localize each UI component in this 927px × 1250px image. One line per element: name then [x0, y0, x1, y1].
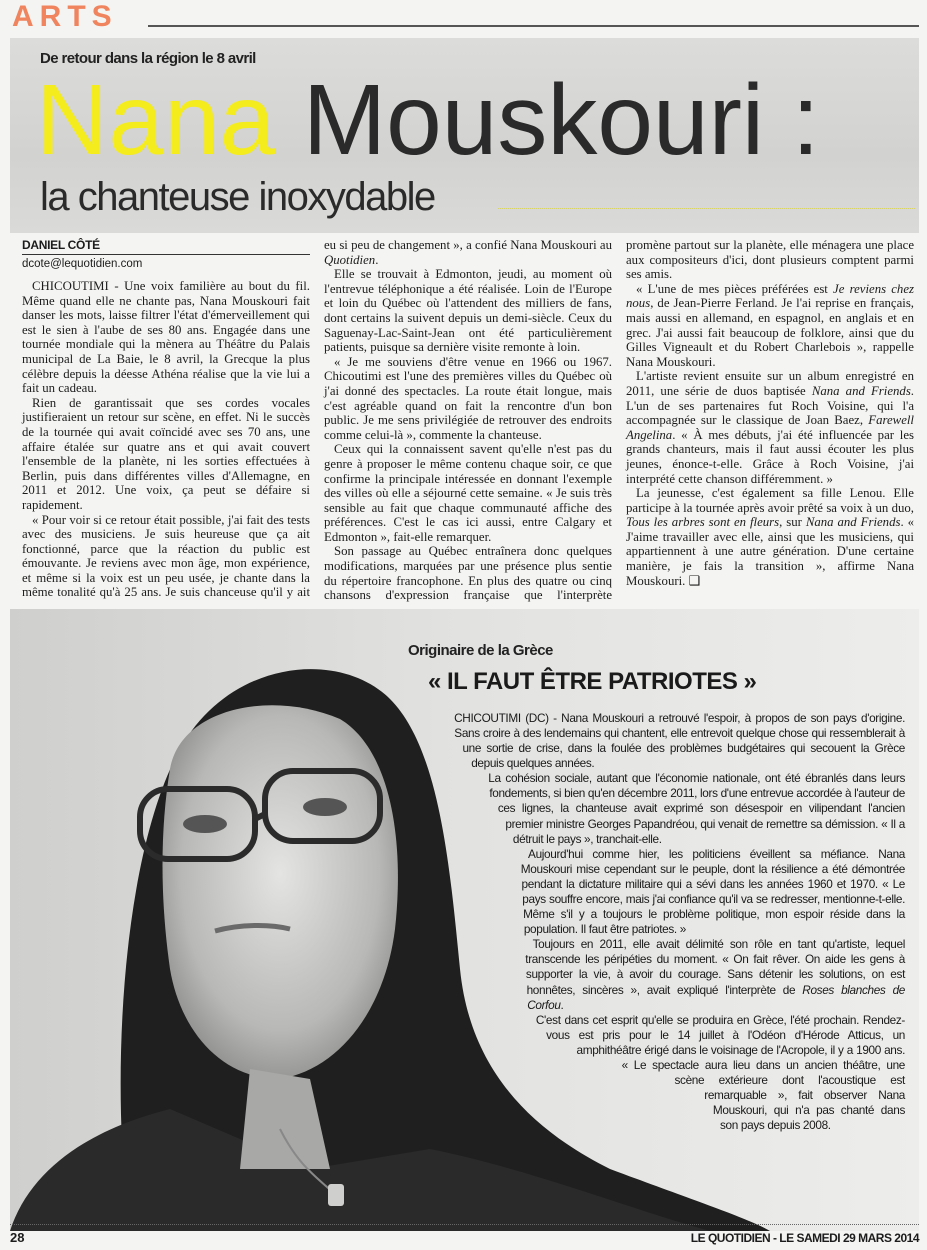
subtitle-rule: [498, 208, 915, 209]
text-segment: L'artiste revient ensuite sur un album enregistré en 2011, une série de duos baptisée: [626, 369, 914, 398]
text-segment: Elle se trouvait à Edmonton, jeudi, au moment où l'entrevue téléphonique a été réalisée. Loin de l'Europe et loin du Québec où l'attendent des milliers de fans, dont certains la suivent depuis un demi-siècle. Ceux du Saguenay-Lac-Saint-Jean ont été particulièrement patients, puisque sa dernière visite remonte à loin.: [324, 267, 612, 355]
text-segment: C'est dans cet esprit qu'elle se produira en Grèce, l'été prochain. Rendez-vous est pris pour le 14 juillet à l'Odéon d'Hérode Atticus, un amphithéâtre érigé dans le voisinage de l'Acropole, il y a 1900 ans. « Le spectacle aura lieu dans un ancien théâtre, une scène extérieure dont l'acoustique est remarquable », fait observer Nana Mouskouri, qui n'a pas chanté dans son pays depuis 2008.: [535, 1012, 905, 1133]
article-body: [22, 238, 914, 603]
text-segment: La jeunesse, c'est également sa fille Lenou. Elle participe à la tournée après avoir prêté sa voix à un duo,: [626, 486, 914, 515]
paragraph: [626, 486, 914, 588]
italic-title: Nana and Friends: [805, 515, 901, 530]
sidebar-article: [420, 711, 905, 1134]
section-label: ARTS: [12, 0, 118, 33]
paragraph: [324, 267, 612, 355]
page-body: [0, 238, 927, 1231]
publication-date: LE QUOTIDIEN - LE SAMEDI 29 MARS 2014: [690, 1231, 919, 1245]
text-segment: .: [560, 997, 564, 1012]
headline-kicker: De retour dans la région le 8 avril: [40, 50, 256, 67]
italic-title: Quotidien: [324, 252, 376, 267]
text-segment: , sur: [779, 515, 806, 530]
paragraph: [22, 396, 310, 513]
text-segment: La cohésion sociale, autant que l'économie nationale, ont été ébranlés dans leurs fondements, si bien qu'en décembre 2011, lors d'une entrevue accordée à l'auteur de ces lignes, la chanteuse avait exprimé son désespoir en vilipendant l'ancien premier ministre Georges Papandréou, qui venait de remettre sa démission. « Il a détruit le pays », tranchait-elle.: [488, 771, 905, 846]
paragraph: [22, 279, 310, 396]
text-segment: « Je me souviens d'être venue en 1966 ou 1967. Chicoutimi est l'une des premières villes du Québec où j'ai donné des spectacles. La route était longue, mais c'est agréable quand on fait la rencontre d'un bon public. Je me sens privilégiée de retrouver des endroits comme celui-là », commente la chanteuse.: [324, 354, 612, 442]
italic-title: Roses blanches de Corfou: [527, 982, 905, 1012]
italic-title: Tous les arbres sont en fleurs: [626, 515, 780, 530]
text-segment: Ceux qui la connaissent savent qu'elle n'est pas du genre à proposer le même contenu chaque soir, ce que confirme la principale intéressée en donnant l'exemple des villes où elle a séjourné cette semaine. « Je suis très sensible au fait que chaque communauté affiche des préférences. C'est le cas ici aussi, entre Calgary et Edmonton », fait-elle remarquer.: [324, 442, 612, 544]
text-segment: .: [375, 252, 379, 267]
text-segment: CHICOUTIMI (DC) - Nana Mouskouri a retrouvé l'espoir, à propos de son pays d'origine. Sans croire à des lendemains qui chantent, elle entrevoit quelque chose qui ressemblerait à une sortie de crise, dans la foulée des problèmes budgétaires qui secouent la Grèce depuis quelques années.: [454, 710, 905, 771]
text-segment: CHICOUTIMI - Une voix familière au bout du fil. Même quand elle ne chante pas, Nana Mouskouri fait danser les mots, laisse filtrer l'état d'émerveillement qui est le sien à l'aube de ses 80 ans. Engagée dans une tournée mondiale qui la mènera au Théâtre du Palais municipal de La Baie, le 8 avril, la Grecque la plus célèbre depuis la déesse Athéna réalise que la vie lui a fait un cadeau.: [22, 279, 310, 396]
paragraph: [626, 282, 914, 370]
italic-title: Nana and Friends: [811, 383, 911, 398]
photo-section: [10, 609, 919, 1231]
paragraph: [324, 442, 612, 544]
headline-title-rest: Mouskouri :: [275, 64, 820, 176]
sidebar-title: « IL FAUT ÊTRE PATRIOTES »: [428, 667, 757, 695]
headline-subtitle: la chanteuse inoxydable: [40, 175, 435, 219]
paragraph: [626, 369, 914, 486]
byline-author: DANIEL CÔTÉ: [22, 238, 310, 255]
text-segment: Rien de garantissait que ses cordes vocales justifieraient un retour sur scène, en effet. Ni le succès de la tournée qui avait coïncidé avec ses 70 ans, une affaire étalée sur quatre ans et qui avait couvert l'ensemble de la planète, ni les sorties effectuées à Berlin, puis dans différentes villes d'Allemagne, en 2011 et 2012. Une voix, ça peut se défaire si rapidement.: [22, 395, 310, 512]
footer-rule: [10, 1224, 919, 1225]
byline-email[interactable]: dcote@lequotidien.com: [22, 258, 143, 270]
paragraph: [324, 355, 612, 443]
page-number: 28: [10, 1230, 25, 1245]
text-segment: Toujours en 2011, elle avait délimité son rôle en tant qu'artiste, lequel transcende les péripéties du moment. « On fait rêver. On aide les gens à supporter la vie, à avoir du courage. Sans détenir les solutions, on est honnêtes, sincères », avait expliqué l'interprète de: [525, 937, 905, 997]
text-segment: . L'un de ses partenaires fut Roch Voisine, qui l'a accompagnée sur le classique de Joan Baez,: [626, 383, 914, 428]
text-segment: . « J'aime travailler avec elle, ainsi que les musiciens, qui appartiennent à une autre génération. D'une certaine manière, je fais la transition », affirme Nana Mouskouri. ❑: [626, 515, 914, 588]
text-segment: « Pour voir si ce retour était possible, j'ai fait des tests avec des musiciens. Je suis heureuse que ça ait fonctionné, parce que la réaction du public est émouvante. Je reviens avec mon âge, mon expérience, et même si la voix est un peu usée, je chante dans la même tonalité qu'à 25 ans. Je suis chanceuse qu'il y ait eu si peu de changement », a confié Nana Mouskouri au: [22, 238, 612, 600]
main-article: [22, 238, 914, 603]
sidebar-kicker: Originaire de la Grèce: [408, 641, 553, 659]
text-segment: Aujourd'hui comme hier, les politiciens éveillent sa méfiance. Nana Mouskouri mise cependant sur le peuple, dont la résilience a été démontrée pendant la dictature militaire qui a sévi dans les années 1960 et 1970. « Le pays souffre encore, mais j'ai confiance qu'il va se redresser, mentionne-t-elle. Même s'il y a toujours le problème politique, mon espoir réside dans la population. Il faut être patriotes. »: [520, 846, 905, 937]
text-segment: . « À mes débuts, j'ai été influencée par les grands chanteurs, mais il faut aussi écouter les plus jeunes, énonce-t-elle. Grâce à Roch Voisine, j'ai interprété cette chanson différemment. »: [626, 427, 914, 486]
text-segment: , de Jean-Pierre Ferland. Je l'ai reprise en français, mais aussi en allemand, en espagnol, en anglais et en grec. J'ai aussi fait beaucoup de folklore, ainsi que du Gilles Vigneault et du Robert Charlebois », rappelle Nana Mouskouri.: [626, 296, 914, 369]
headline-title: [36, 64, 820, 176]
text-segment: Son passage au Québec entraînera donc quelques modifications, marquées par une présence plus sentie du répertoire francophone. En plus des quatre ou cinq chansons d'expression française que l'interprète promène partout sur la planète, elle ménagera une place aux compositeurs d'ici, dont plusieurs comptent parmi ses amis.: [324, 238, 914, 603]
italic-title: Farewell Angelina: [626, 413, 914, 442]
italic-title: Je reviens chez nous: [626, 281, 914, 311]
section-rule: [148, 25, 919, 27]
text-segment: « L'une de mes pièces préférées est: [636, 281, 834, 296]
headline-title-highlight: Nana: [36, 64, 276, 176]
